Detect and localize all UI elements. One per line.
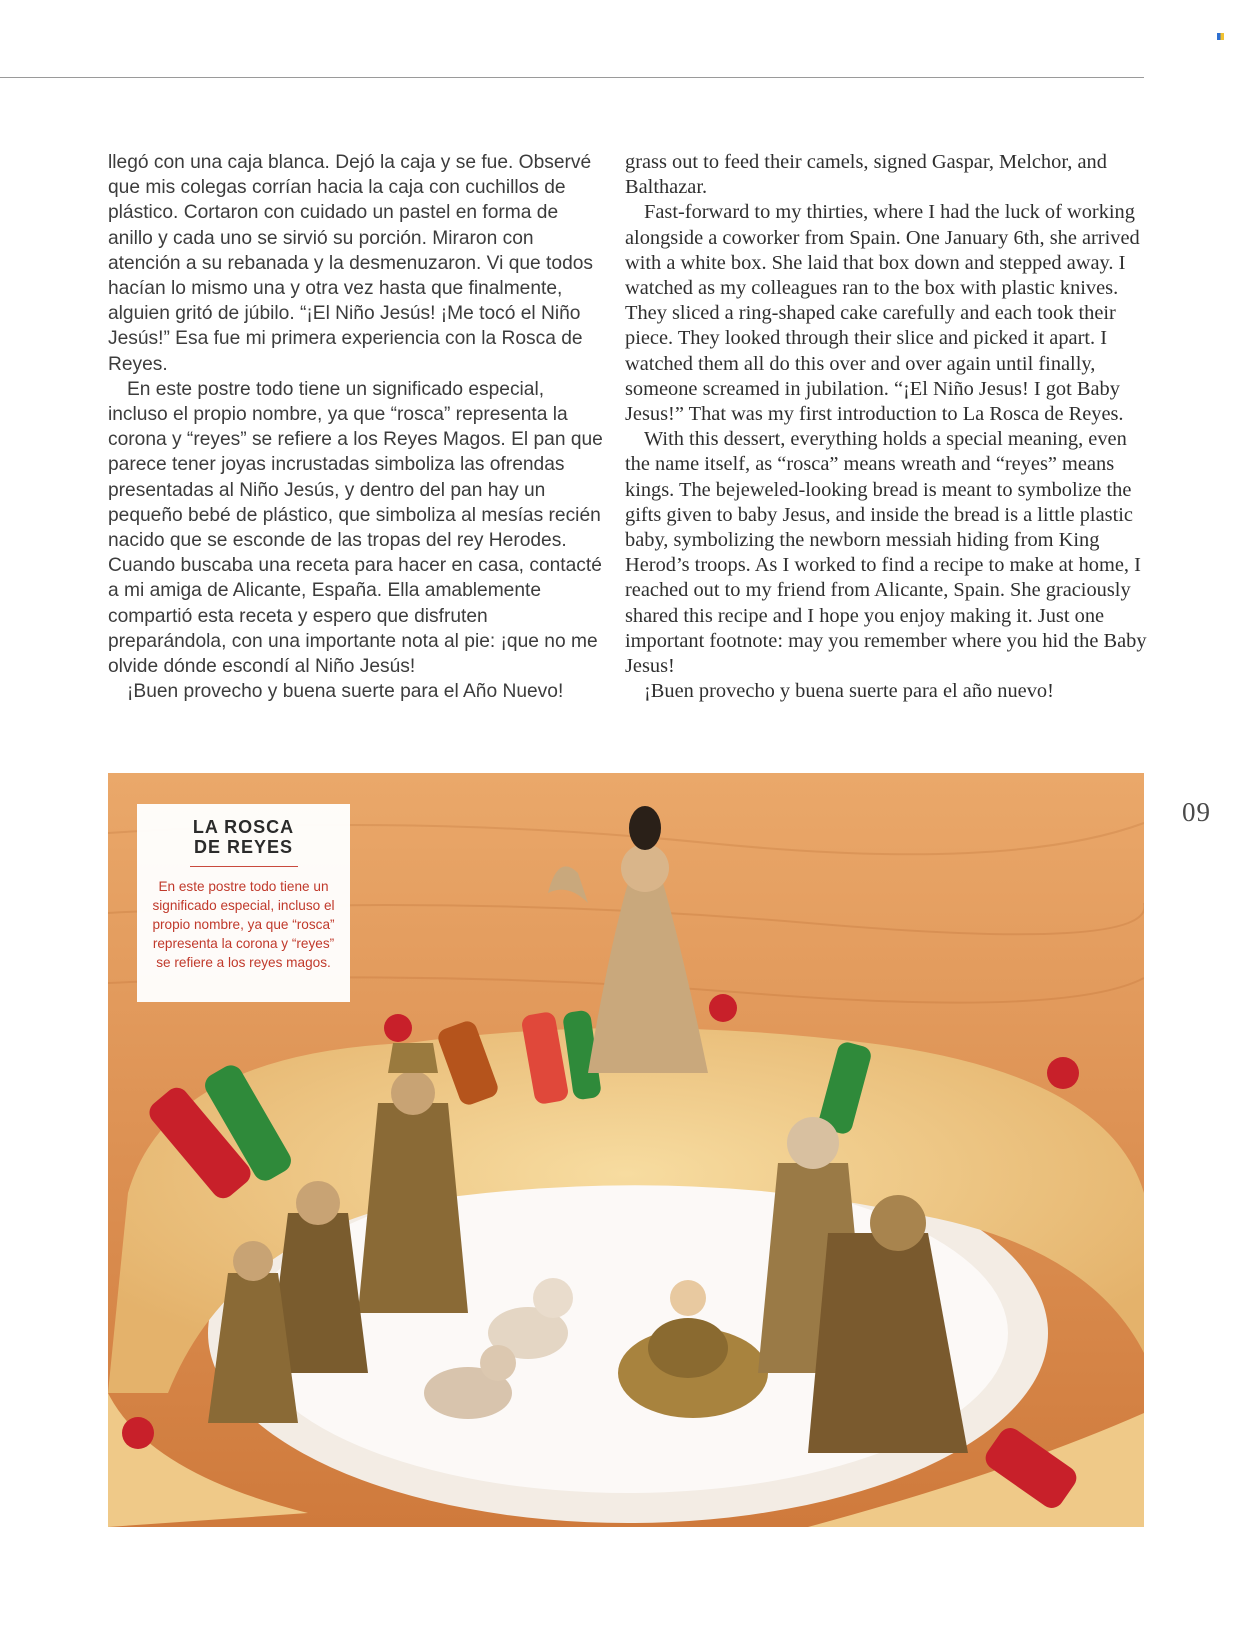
english-paragraph-1: grass out to feed their camels, signed Gaspar, Melchor, and Balthazar.	[625, 151, 1107, 199]
page-number: 09	[1182, 797, 1211, 827]
english-column	[625, 150, 1147, 704]
corner-color-mark	[1217, 33, 1224, 40]
sidebar-title-line-2: DE REYES	[193, 837, 294, 857]
header-rule	[0, 77, 1144, 78]
spanish-column	[108, 150, 604, 704]
spanish-paragraph-3: ¡Buen provecho y buena suerte para el Año Nuevo!	[127, 681, 564, 703]
english-paragraph-4: ¡Buen provecho y buena suerte para el año nuevo!	[644, 680, 1054, 703]
sidebar-box	[137, 804, 350, 1002]
sidebar-text: En este postre todo tiene un significado especial, incluso el propio nombre, ya que “rosca” representa la corona y “reyes” se refiere a los reyes magos.	[152, 879, 335, 970]
english-paragraph-2: Fast-forward to my thirties, where I had the luck of working alongside a coworker from Spain. One January 6th, she arrived with a white box. She laid that box down and stepped away. I watched as my colleagues ran to the box with plastic knives. They sliced a ring-shaped cake carefully and each took their piece. They looked through their slice and picked it apart. I watched them all do this over and over again until finally, someone screamed in jubilation. “¡El Niño Jesus! I got Baby Jesus!” That was my first introduction to La Rosca de Reyes.	[625, 201, 1140, 426]
spanish-paragraph-2: En este postre todo tiene un significado especial, incluso el propio nombre, ya que “rosca” representa la corona y “reyes” se refiere a los Reyes Magos. El pan que parece tener joyas incrustadas simboliza las ofrendas presentadas al Niño Jesús, y dentro del pan hay un pequeño bebé de plástico, que simboliza al mesías recién nacido que se esconde de las tropas del rey Herodes. Cuando buscaba una receta para hacer en casa, contacté a mi amiga de Alicante, España. Ella amablemente compartió esta receta y espero que disfruten preparándola, con una importante nota al pie: ¡que no me olvide dónde escondí al Niño Jesús!	[108, 378, 603, 678]
sidebar-divider	[190, 866, 298, 867]
sidebar-title	[137, 817, 350, 857]
english-paragraph-3: With this dessert, everything holds a special meaning, even the name itself, as “rosca” means wreath and “reyes” means kings. The bejeweled-looking bread is meant to symbolize the gifts given to baby Jesus, and inside the bread is a little plastic baby, symbolizing the newborn messiah hiding from King Herod’s troops. As I worked to find a recipe to make at home, I reached out to my friend from Alicante, Spain. She graciously shared this recipe and I hope you enjoy making it. Just one important footnote: may you remember where you hid the Baby Jesus!	[625, 428, 1147, 678]
spanish-paragraph-1: llegó con una caja blanca. Dejó la caja y se fue. Observé que mis colegas corrían hacia la caja con cuchillos de plástico. Cortaron con cuidado un pastel en forma de anillo y cada uno se sirvió su porción. Miraron con atención a su rebanada y la desmenuzaron. Vi que todos hacían lo mismo una y otra vez hasta que finalmente, alguien gritó de júbilo. “¡El Niño Jesús! ¡Me tocó el Niño Jesús!” Esa fue mi primera experiencia con la Rosca de Reyes.	[108, 152, 593, 375]
sidebar-title-line-1: LA ROSCA	[192, 817, 295, 837]
